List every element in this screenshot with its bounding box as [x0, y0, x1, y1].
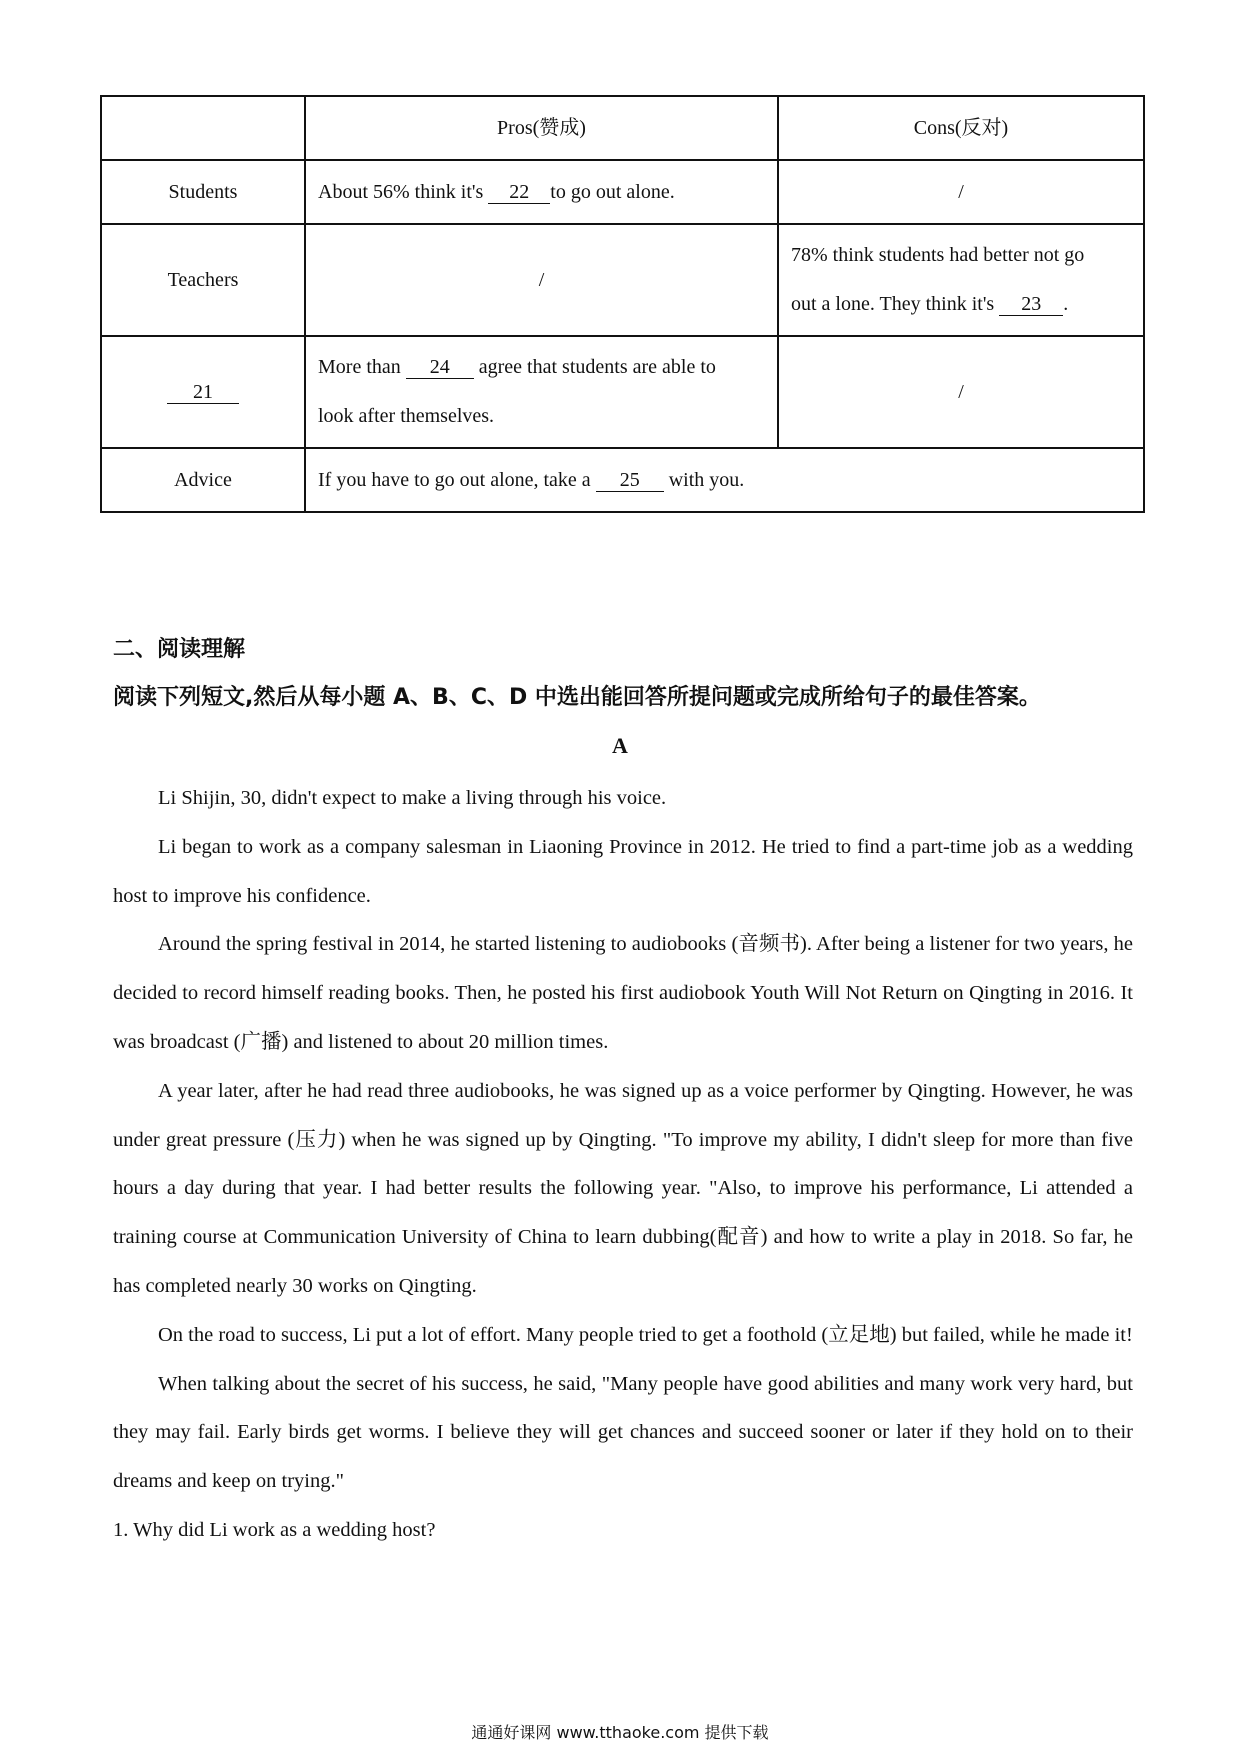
row-label-blank-cell [101, 336, 305, 448]
parents-cons-cell: / [778, 336, 1144, 448]
header-pros: Pros(赞成) [305, 96, 778, 160]
passage-paragraph: Around the spring festival in 2014, he started listening to audiobooks (音频书). After being a listener for two years, he decided to record himself reading books. Then, he posted his first audiobook Youth Will Not Return on Qingting in 2016. It was broadcast (广播) and listened to about 20 million times. [113, 933, 1133, 1053]
teachers-pros-cell: / [305, 224, 778, 336]
blank-23: 23 [999, 293, 1063, 316]
students-pros-text: About 56% think it's [318, 180, 489, 203]
table-header-row [101, 96, 1144, 160]
parents-pros-line1 [318, 343, 765, 392]
parents-pros-text-after: agree that students are able to [473, 356, 716, 378]
table-row [101, 160, 1144, 224]
page-footer: 通通好课网 www.tthaoke.com 提供下载 [471, 1723, 769, 1742]
blank-21: 21 [167, 381, 239, 404]
parents-pros-text: More than [318, 356, 406, 378]
teachers-cons-period: . [1063, 293, 1069, 315]
table-row [101, 448, 1144, 512]
advice-text: If you have to go out alone, take a [318, 468, 596, 491]
advice-cell [305, 448, 1144, 512]
teachers-cons-line1: 78% think students had better not go [791, 244, 1085, 266]
parents-pros-cell [305, 336, 778, 448]
survey-table [100, 95, 1145, 513]
reading-passage [113, 774, 1133, 1555]
section-instruction: 阅读下列短文,然后从每小题 A、B、C、D 中选出能回答所提问题或完成所给句子的最佳答案。 [113, 685, 1041, 710]
passage-paragraph: When talking about the secret of his success, he said, "Many people have good abilities and many work very hard, but they may fail. Early birds get worms. I believe they will get chances and succeed sooner or later if they hold on to their dreams and keep on trying." [113, 1372, 1133, 1493]
question-1: 1. Why did Li work as a wedding host? [113, 1518, 436, 1541]
teachers-cons-cell [778, 224, 1144, 336]
parents-pros-line2: look after themselves. [318, 405, 495, 427]
students-pros-text-after: to go out alone. [550, 180, 675, 203]
teachers-cons-text: out a lone. They think it's [791, 293, 1000, 315]
students-cons-cell: / [778, 160, 1144, 224]
passage-paragraph: A year later, after he had read three audiobooks, he was signed up as a voice performer by Qingting. However, he was under great pressure (压力) when he was signed up by Qingting. "To improve my ability, I didn't sleep for more than five hours a day during that year. I had better results the following year. "Also, to improve his performance, Li attended a training course at Communication University of China to learn dubbing(配音) and how to write a play in 2018. So far, he has completed nearly 30 works on Qingting. [113, 1079, 1133, 1297]
table-row [101, 224, 1144, 336]
blank-25: 25 [596, 469, 664, 492]
teachers-cons-line2 [791, 280, 1131, 329]
students-pros-cell [305, 160, 778, 224]
header-empty-cell [101, 96, 305, 160]
section-title: 二、阅读理解 [113, 637, 246, 662]
passage-paragraph: On the road to success, Li put a lot of effort. Many people tried to get a foothold (立足地) but failed, while he made it! [158, 1323, 1133, 1346]
blank-22: 22 [488, 181, 550, 204]
passage-letter: A [612, 733, 628, 758]
passage-paragraph: Li Shijin, 30, didn't expect to make a living through his voice. [158, 787, 667, 809]
header-cons: Cons(反对) [778, 96, 1144, 160]
row-label-students: Students [101, 160, 305, 224]
row-label-advice: Advice [101, 448, 305, 512]
row-label-teachers: Teachers [101, 224, 305, 336]
blank-24: 24 [406, 356, 474, 379]
passage-paragraph: Li began to work as a company salesman in Liaoning Province in 2012. He tried to find a part-time job as a wedding host to improve his confidence. [113, 835, 1133, 907]
table-row [101, 336, 1144, 448]
advice-text-after: with you. [663, 468, 745, 491]
